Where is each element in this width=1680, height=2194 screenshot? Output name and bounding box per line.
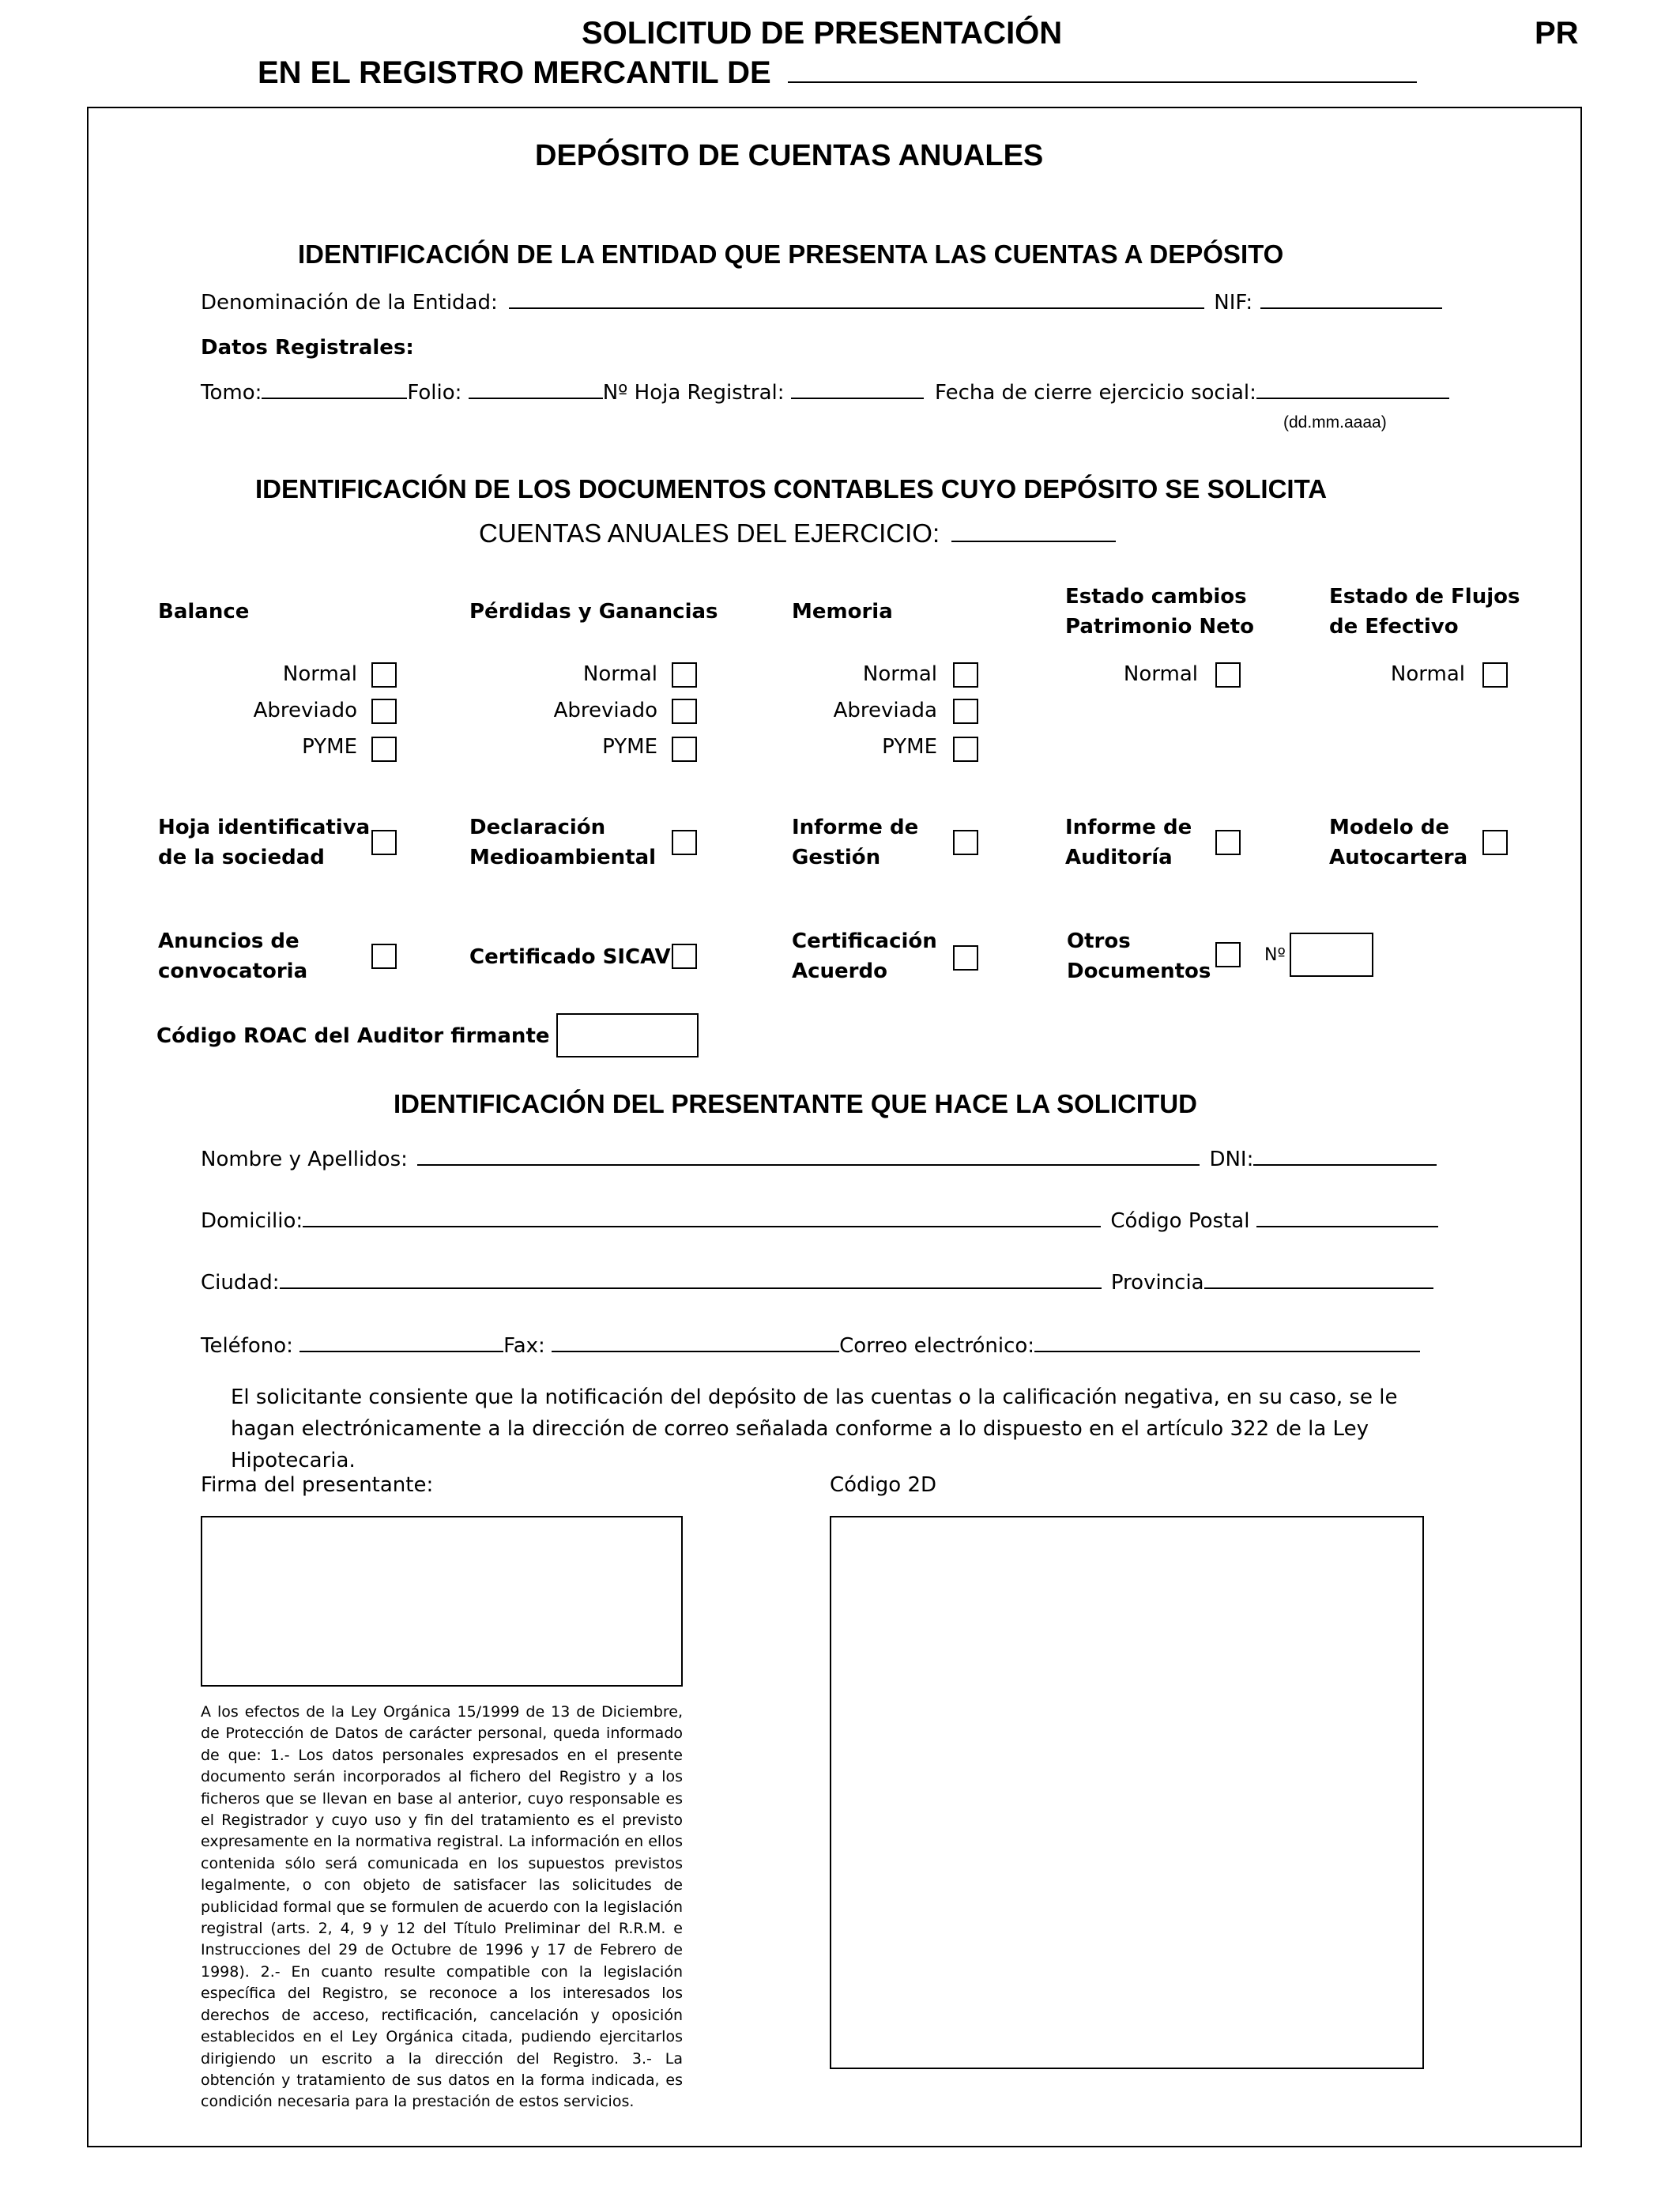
numero-field[interactable] (1290, 933, 1373, 977)
ciudad-row (201, 1271, 1433, 1295)
telefono-field[interactable] (299, 1350, 503, 1352)
ejercicio-field[interactable] (951, 540, 1116, 542)
certificacion-l2: Acuerdo (792, 959, 887, 983)
denominacion-field[interactable] (509, 307, 1204, 309)
certificado-sicav-label: Certificado SICAV (469, 945, 671, 969)
registry-label: EN EL REGISTRO MERCANTIL DE (258, 55, 771, 90)
tomo-field[interactable] (262, 397, 407, 399)
fax-label: Fax: (503, 1334, 545, 1358)
fecha-hint: (dd.mm.aaaa) (1283, 413, 1387, 432)
informe-gestion-checkbox[interactable] (953, 830, 978, 855)
anuncios-convocatoria-label (158, 926, 307, 986)
hoja-label: Nº Hoja Registral: (602, 381, 785, 405)
informe-gestion-l2: Gestión (792, 846, 881, 869)
presenter-heading: IDENTIFICACIÓN DEL PRESENTANTE QUE HACE LA SOLICITUD (394, 1089, 1197, 1118)
ejercicio-row (479, 518, 1116, 548)
hoja-field[interactable] (791, 397, 924, 399)
nombre-row (201, 1148, 1437, 1171)
nombre-field[interactable] (417, 1163, 1200, 1166)
codigo2d-label: Código 2D (830, 1473, 937, 1497)
certificacion-acuerdo-checkbox[interactable] (953, 945, 978, 971)
certificacion-l1: Certificación (792, 929, 937, 953)
folio-label: Folio: (407, 381, 462, 405)
fecha-label: Fecha de cierre ejercicio social: (935, 381, 1256, 405)
domicilio-label: Domicilio: (201, 1209, 303, 1233)
balance-abreviado-checkbox[interactable] (371, 699, 397, 724)
memoria-normal-label: Normal (862, 662, 937, 686)
flujos-normal-label: Normal (1390, 662, 1465, 686)
numero-label: Nº (1264, 945, 1286, 965)
informe-auditoria-l2: Auditoría (1065, 846, 1173, 869)
declaracion-l1: Declaración (469, 816, 606, 839)
hoja-identificativa-checkbox[interactable] (371, 830, 397, 855)
certificacion-acuerdo-label (792, 926, 937, 986)
cp-label: Código Postal (1110, 1209, 1250, 1233)
declaracion-l2: Medioambiental (469, 846, 657, 869)
balance-pyme-label: PYME (302, 735, 357, 759)
signature-box[interactable] (201, 1516, 683, 1687)
col-title-perdidas: Pérdidas y Ganancias (469, 600, 718, 624)
col-title-memoria: Memoria (792, 600, 893, 624)
entity-heading: IDENTIFICACIÓN DE LA ENTIDAD QUE PRESENTA LAS CUENTAS A DEPÓSITO (298, 239, 1284, 269)
hoja-identificativa-l1: Hoja identificativa (158, 816, 371, 839)
anuncios-l1: Anuncios de (158, 929, 299, 953)
privacy-notice: A los efectos de la Ley Orgánica 15/1999 de 13 de Diciembre, de Protección de Datos de carácter personal, queda informado de que: 1.- Los datos personales expresados en el presente documento serán incorporados al fichero del Registro y a los ficheros que se llevan en base al anterior, cuyo responsable es el Registrador y cuyo uso y fin del tratamiento es el previsto expresamente en la normativa registral. La información en ellos contenida sólo será comunicada en los supuestos previstos legalmente, o con objeto de satisfacer las solicitudes de publicidad formal que se formulen de acuerdo con la legislación registral (arts. 2, 4, 9 y 12 del Título Preliminar del R.R.M. e Instrucciones del 29 de Octubre de 1996 y 17 de Febrero de 1998). 2.- En cuanto resulte compatible con la legislación específica del Registro, se reconoce a los interesados los derechos de acceso, rectificación, cancelación y oposición establecidos en el Ley Orgánica citada, pudiendo ejercitarlos dirigiendo un escrito a la dirección del Registro. 3.- La obtención y tratamiento de sus datos en la forma indicada, es condición necesaria para la prestación de estos servicios. (201, 1703, 683, 2111)
declaracion-medioambiental-checkbox[interactable] (672, 830, 697, 855)
informe-auditoria-l1: Informe de (1065, 816, 1192, 839)
dni-field[interactable] (1253, 1163, 1437, 1166)
modelo-autocartera-checkbox[interactable] (1482, 830, 1508, 855)
informe-auditoria-label (1065, 812, 1192, 873)
perdidas-abreviado-label: Abreviado (553, 699, 657, 722)
datos-registrales-label: Datos Registrales: (201, 336, 414, 360)
col-title-patrimonio (1065, 582, 1254, 642)
denominacion-label: Denominación de la Entidad: (201, 291, 498, 315)
balance-normal-label: Normal (282, 662, 357, 686)
col-title-flujos (1329, 582, 1520, 642)
declaracion-medioambiental-label (469, 812, 656, 873)
perdidas-abreviado-checkbox[interactable] (672, 699, 697, 724)
memoria-pyme-label: PYME (882, 735, 937, 759)
ciudad-label: Ciudad: (201, 1271, 280, 1295)
anuncios-l2: convocatoria (158, 959, 308, 983)
tomo-label: Tomo: (201, 381, 262, 405)
registry-field[interactable] (788, 81, 1417, 83)
ejercicio-label: CUENTAS ANUALES DEL EJERCICIO: (479, 518, 940, 548)
roac-label: Código ROAC del Auditor firmante (156, 1024, 550, 1048)
perdidas-pyme-checkbox[interactable] (672, 737, 697, 762)
firma-label: Firma del presentante: (201, 1473, 434, 1497)
perdidas-normal-checkbox[interactable] (672, 662, 697, 688)
modelo-autocartera-l2: Autocartera (1329, 846, 1468, 869)
informe-gestion-l1: Informe de (792, 816, 919, 839)
consent-text: El solicitante consiente que la notificación del depósito de las cuentas o la calificación negativa, en su caso, se le hagan electrónicamente a la dirección de correo señalada conforme a lo dispuesto en el artículo 322 de la Ley Hipotecaria. (231, 1385, 1398, 1472)
domicilio-row (201, 1209, 1438, 1233)
otros-l2: Documentos (1067, 959, 1211, 983)
provincia-label: Provincia (1110, 1271, 1204, 1295)
form-code: PR (1535, 16, 1579, 51)
ciudad-field[interactable] (280, 1287, 1102, 1289)
balance-normal-checkbox[interactable] (371, 662, 397, 688)
provincia-field[interactable] (1204, 1287, 1433, 1289)
perdidas-normal-label: Normal (582, 662, 657, 686)
folio-field[interactable] (469, 397, 603, 399)
col-title-flujos-l2: de Efectivo (1329, 615, 1459, 639)
domicilio-field[interactable] (303, 1225, 1101, 1227)
denominacion-row (201, 291, 1442, 315)
hoja-identificativa-label (158, 812, 370, 873)
patrimonio-normal-checkbox[interactable] (1215, 662, 1241, 688)
balance-pyme-checkbox[interactable] (371, 737, 397, 762)
col-title-flujos-l1: Estado de Flujos (1329, 585, 1520, 609)
nif-field[interactable] (1260, 307, 1442, 309)
certificado-sicav-checkbox[interactable] (672, 944, 697, 969)
fecha-field[interactable] (1256, 397, 1449, 399)
email-label: Correo electrónico: (839, 1334, 1035, 1358)
email-field[interactable] (1034, 1350, 1420, 1352)
memoria-abreviada-checkbox[interactable] (953, 699, 978, 724)
dni-label: DNI: (1209, 1148, 1254, 1171)
modelo-autocartera-l1: Modelo de (1329, 816, 1450, 839)
otros-l1: Otros (1067, 929, 1131, 953)
patrimonio-normal-label: Normal (1123, 662, 1198, 686)
roac-field[interactable] (556, 1013, 699, 1057)
otros-documentos-label (1067, 926, 1211, 986)
documents-heading: IDENTIFICACIÓN DE LOS DOCUMENTOS CONTABLES CUYO DEPÓSITO SE SOLICITA (255, 474, 1328, 503)
col-title-balance: Balance (158, 600, 250, 624)
code-2d-box (830, 1516, 1424, 2069)
col-title-patrimonio-l2: Patrimonio Neto (1065, 615, 1255, 639)
registral-row (201, 381, 1449, 405)
perdidas-pyme-label: PYME (602, 735, 657, 759)
modelo-autocartera-label (1329, 812, 1467, 873)
nif-label: NIF: (1214, 291, 1253, 315)
contact-row (201, 1334, 1420, 1358)
memoria-abreviada-label: Abreviada (833, 699, 937, 722)
otros-documentos-checkbox[interactable] (1215, 942, 1241, 967)
col-title-patrimonio-l1: Estado cambios (1065, 585, 1247, 609)
form-title-line2 (258, 55, 1417, 91)
flujos-normal-checkbox[interactable] (1482, 662, 1508, 688)
cp-field[interactable] (1256, 1225, 1438, 1227)
fax-field[interactable] (552, 1350, 839, 1352)
telefono-label: Teléfono: (201, 1334, 293, 1358)
memoria-pyme-checkbox[interactable] (953, 737, 978, 762)
form-title-line1: SOLICITUD DE PRESENTACIÓN (582, 16, 1063, 51)
balance-abreviado-label: Abreviado (253, 699, 357, 722)
main-title: DEPÓSITO DE CUENTAS ANUALES (535, 139, 1044, 172)
informe-auditoria-checkbox[interactable] (1215, 830, 1241, 855)
nombre-label: Nombre y Apellidos: (201, 1148, 408, 1171)
memoria-normal-checkbox[interactable] (953, 662, 978, 688)
hoja-identificativa-l2: de la sociedad (158, 846, 325, 869)
informe-gestion-label (792, 812, 918, 873)
anuncios-convocatoria-checkbox[interactable] (371, 944, 397, 969)
